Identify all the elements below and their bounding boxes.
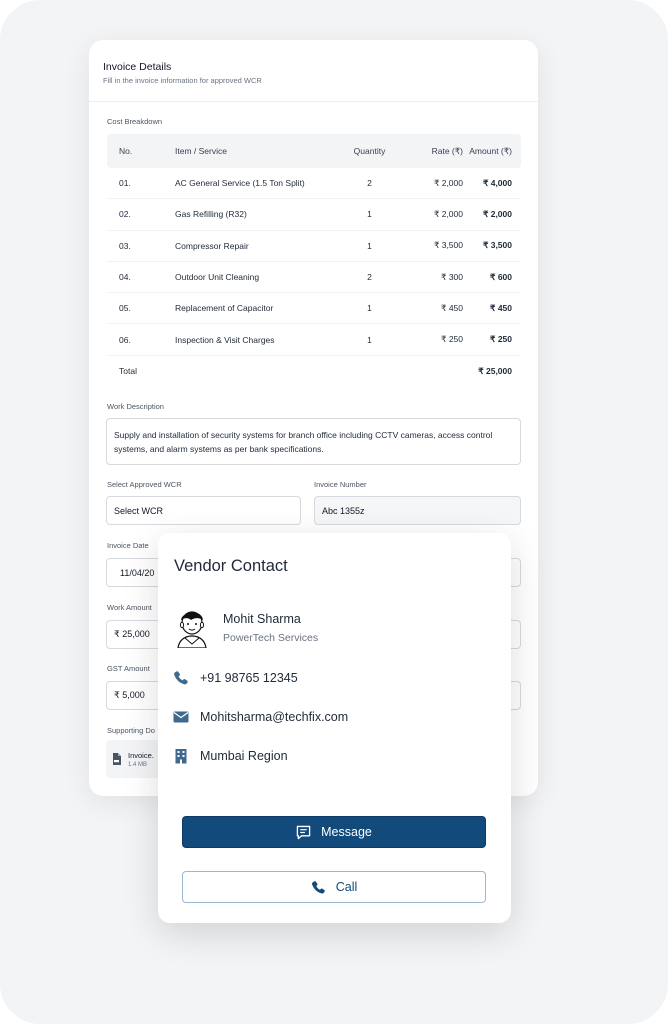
cell-item: Compressor Repair xyxy=(175,240,249,251)
wcr-select[interactable]: Select WCR xyxy=(106,496,301,525)
total-value: ₹ 25,000 xyxy=(478,365,512,376)
cell-no: 01. xyxy=(119,178,131,189)
cell-amount: ₹ 450 xyxy=(490,302,512,313)
table-row xyxy=(107,262,521,293)
table-row xyxy=(107,168,521,199)
cell-item: Gas Refilling (R32) xyxy=(175,209,247,220)
email-address: Mohitsharma@techfix.com xyxy=(200,710,349,724)
work-amount-label: Work Amount xyxy=(107,603,152,612)
call-button[interactable] xyxy=(182,871,486,903)
col-quantity: Quantity xyxy=(353,146,386,156)
cell-no: 04. xyxy=(119,272,131,283)
message-icon xyxy=(296,825,311,840)
vendor-company: PowerTech Services xyxy=(223,632,319,644)
call-button-label: Call xyxy=(335,880,358,894)
document-name: Invoice. xyxy=(128,750,154,760)
cost-breakdown-label: Cost Breakdown xyxy=(107,117,163,126)
message-button-label: Message xyxy=(321,825,372,839)
mail-icon xyxy=(173,709,189,725)
cell-qty: 1 xyxy=(367,334,372,345)
table-row xyxy=(107,324,521,355)
card-header xyxy=(89,40,538,102)
cell-no: 05. xyxy=(119,303,131,314)
card-subtitle: Fill in the invoice information for approved WCR xyxy=(103,76,262,85)
email-row[interactable] xyxy=(173,709,348,725)
work-description-field[interactable]: Supply and installation of security systems for branch office including CCTV cameras, access control systems, and alarm systems as per bank specifications. xyxy=(106,418,521,465)
vendor-name: Mohit Sharma xyxy=(223,612,301,626)
invoice-number-label: Invoice Number xyxy=(314,480,367,489)
card-title: Invoice Details xyxy=(103,61,172,73)
cell-no: 02. xyxy=(119,209,131,220)
cell-qty: 2 xyxy=(367,272,372,283)
avatar xyxy=(173,606,211,648)
col-no: No. xyxy=(119,146,133,156)
cell-rate: ₹ 3,500 xyxy=(433,240,463,251)
invoice-number-field[interactable]: Abc 1355z xyxy=(314,496,521,525)
cell-no: 03. xyxy=(119,240,131,251)
phone-number: +91 98765 12345 xyxy=(200,671,298,685)
col-item: Item / Service xyxy=(175,146,227,156)
building-icon xyxy=(173,748,189,764)
cost-table xyxy=(107,134,521,387)
wcr-label: Select Approved WCR xyxy=(107,480,182,489)
phone-row[interactable] xyxy=(173,670,298,686)
cell-amount: ₹ 4,000 xyxy=(482,177,512,188)
gst-amount-label: GST Amount xyxy=(107,664,150,673)
col-amount: Amount (₹) xyxy=(469,145,512,156)
table-row xyxy=(107,199,521,230)
vendor-contact-title: Vendor Contact xyxy=(174,557,288,575)
region-row xyxy=(173,748,288,764)
cell-amount: ₹ 3,500 xyxy=(482,240,512,251)
vendor-contact-popup xyxy=(158,533,511,923)
invoice-date-label: Invoice Date xyxy=(107,541,149,550)
cell-item: Inspection & Visit Charges xyxy=(175,334,275,345)
gst-amount-field[interactable]: ₹ 5,000 xyxy=(106,681,301,710)
cell-item: Replacement of Capacitor xyxy=(175,303,274,314)
cell-qty: 1 xyxy=(367,240,372,251)
cell-qty: 1 xyxy=(367,303,372,314)
cell-no: 06. xyxy=(119,334,131,345)
cell-rate: ₹ 2,000 xyxy=(433,208,463,219)
document-attachment[interactable] xyxy=(106,740,166,778)
col-rate: Rate (₹) xyxy=(431,145,463,156)
table-row xyxy=(107,293,521,324)
invoice-date-field[interactable]: 11/04/20 xyxy=(106,558,301,587)
document-size: 1.4 MB xyxy=(128,761,148,768)
cell-item: AC General Service (1.5 Ton Split) xyxy=(175,178,305,189)
cell-rate: ₹ 250 xyxy=(441,334,463,345)
table-header xyxy=(107,134,521,168)
total-label: Total xyxy=(119,366,137,377)
cell-qty: 2 xyxy=(367,178,372,189)
total-row xyxy=(107,356,521,387)
cell-amount: ₹ 2,000 xyxy=(482,208,512,219)
cell-amount: ₹ 600 xyxy=(490,271,512,282)
cell-rate: ₹ 450 xyxy=(441,302,463,313)
cell-rate: ₹ 2,000 xyxy=(433,177,463,188)
work-amount-field[interactable]: ₹ 25,000 xyxy=(106,620,301,649)
phone-icon xyxy=(311,880,326,895)
supporting-docs-label: Supporting Do xyxy=(107,726,155,735)
cell-item: Outdoor Unit Cleaning xyxy=(175,272,260,283)
message-button[interactable] xyxy=(182,816,486,848)
cell-qty: 1 xyxy=(367,209,372,220)
cell-rate: ₹ 300 xyxy=(441,271,463,282)
cell-amount: ₹ 250 xyxy=(490,334,512,345)
work-description-label: Work Description xyxy=(107,402,164,411)
file-pdf-icon xyxy=(112,753,122,765)
table-row xyxy=(107,231,521,262)
phone-icon xyxy=(173,670,189,686)
region-text: Mumbai Region xyxy=(200,749,288,763)
